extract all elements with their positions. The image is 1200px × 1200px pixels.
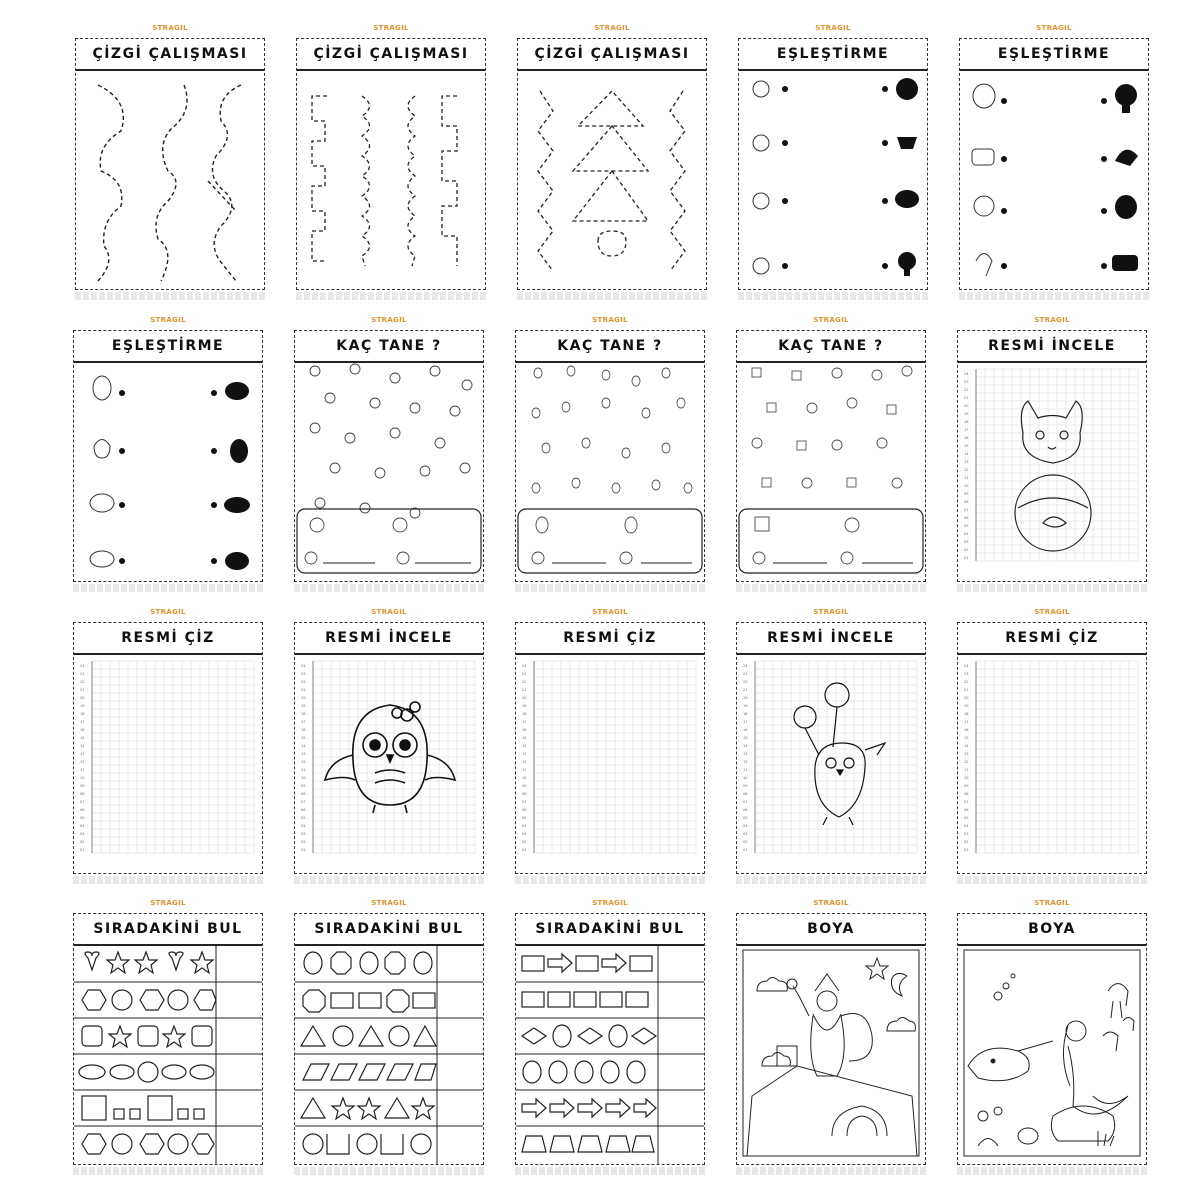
brand-logo: STRAGIL — [594, 24, 630, 32]
grid-axis-label: 12 — [301, 760, 306, 764]
coloring-picture — [958, 946, 1146, 1164]
matching-items — [739, 71, 927, 289]
grid-axis-label: 08 — [522, 792, 527, 796]
worksheet-title: KAÇ TANE ? — [295, 331, 483, 363]
tracing-lines — [76, 71, 264, 289]
grid-axis-label: 06 — [80, 808, 85, 812]
grid-axis-label: 17 — [522, 720, 527, 724]
grid-axis-label: 01 — [964, 556, 969, 560]
worksheet-frame — [517, 38, 707, 290]
grid-axis-label: 24 — [743, 664, 748, 668]
brand-logo: STRAGIL — [371, 899, 407, 907]
worksheet-19 — [736, 899, 926, 1175]
worksheet-title: EŞLEŞTİRME — [960, 39, 1148, 71]
grid-axis-label: 19 — [80, 704, 85, 708]
grid-axis-label: 05 — [964, 524, 969, 528]
grid-axis-label: 12 — [964, 468, 969, 472]
worksheet-11 — [73, 608, 263, 884]
brand-logo: STRAGIL — [813, 608, 849, 616]
grid-axis-label: 05 — [743, 816, 748, 820]
grid-axis-label: 03 — [522, 832, 527, 836]
worksheet-title: RESMİ ÇİZ — [958, 623, 1146, 655]
worksheet-15 — [957, 608, 1147, 884]
worksheet-4 — [738, 24, 928, 300]
grid-axis-label: 24 — [964, 664, 969, 668]
grid-axis-label: 16 — [964, 436, 969, 440]
footer-text — [75, 292, 265, 300]
grid-axis-label: 05 — [80, 816, 85, 820]
grid-axis-label: 06 — [522, 808, 527, 812]
grid-axis-label: 22 — [964, 680, 969, 684]
grid-axis-label: 13 — [964, 460, 969, 464]
grid-axis-label: 06 — [301, 808, 306, 812]
brand-logo: STRAGIL — [1034, 316, 1070, 324]
worksheet-title: ÇİZGİ ÇALIŞMASI — [297, 39, 485, 71]
grid-axis-label: 10 — [964, 776, 969, 780]
grid-axis-label: 10 — [301, 776, 306, 780]
grid-axis-label: 02 — [964, 548, 969, 552]
worksheet-frame — [515, 330, 705, 582]
worksheet-frame — [515, 913, 705, 1165]
worksheet-12 — [294, 608, 484, 884]
grid-axis-label: 17 — [80, 720, 85, 724]
worksheet-7 — [294, 316, 484, 592]
worksheet-frame — [73, 622, 263, 874]
grid-axis-label: 01 — [522, 848, 527, 852]
brand-logo: STRAGIL — [592, 316, 628, 324]
grid-axis-label: 22 — [301, 680, 306, 684]
grid-axis-label: 18 — [522, 712, 527, 716]
grid-axis-label: 24 — [80, 664, 85, 668]
grid-axis-label: 02 — [301, 840, 306, 844]
grid-axis-label: 07 — [522, 800, 527, 804]
grid-axis-label: 08 — [743, 792, 748, 796]
footer-text — [73, 1167, 263, 1175]
worksheet-title: RESMİ ÇİZ — [516, 623, 704, 655]
worksheet-title: RESMİ İNCELE — [295, 623, 483, 655]
footer-text — [517, 292, 707, 300]
grid-axis-label: 01 — [80, 848, 85, 852]
grid-axis-label: 19 — [301, 704, 306, 708]
brand-logo: STRAGIL — [150, 899, 186, 907]
grid-axis-label: 16 — [301, 728, 306, 732]
grid-axis-label: 14 — [964, 452, 969, 456]
grid-axis-label: 01 — [301, 848, 306, 852]
grid-axis-label: 01 — [964, 848, 969, 852]
coloring-picture — [737, 946, 925, 1164]
worksheet-3 — [517, 24, 707, 300]
grid-axis-label: 24 — [964, 372, 969, 376]
grid-axis-label: 01 — [743, 848, 748, 852]
worksheet-17 — [294, 899, 484, 1175]
grid-axis-label: 18 — [301, 712, 306, 716]
grid-axis-label: 04 — [964, 824, 969, 828]
grid-axis-label: 20 — [964, 696, 969, 700]
worksheet-6 — [73, 316, 263, 592]
grid-axis-label: 19 — [522, 704, 527, 708]
drawing-grid — [958, 363, 1146, 581]
grid-axis-label: 15 — [964, 444, 969, 448]
grid-axis-label: 21 — [743, 688, 748, 692]
grid-axis-label: 03 — [301, 832, 306, 836]
grid-axis-label: 11 — [964, 476, 969, 480]
grid-axis-label: 09 — [301, 784, 306, 788]
matching-items — [74, 363, 262, 581]
brand-logo: STRAGIL — [152, 24, 188, 32]
grid-axis-label: 11 — [80, 768, 85, 772]
brand-logo: STRAGIL — [150, 608, 186, 616]
grid-axis-label: 14 — [301, 744, 306, 748]
grid-axis-label: 17 — [301, 720, 306, 724]
grid-axis-label: 07 — [301, 800, 306, 804]
grid-axis-label: 04 — [743, 824, 748, 828]
grid-axis-label: 03 — [964, 832, 969, 836]
grid-axis-label: 05 — [522, 816, 527, 820]
worksheet-frame — [294, 330, 484, 582]
sequence-table — [516, 946, 704, 1164]
grid-axis-label: 22 — [964, 388, 969, 392]
grid-axis-label: 11 — [964, 768, 969, 772]
worksheet-frame — [736, 330, 926, 582]
drawing-grid — [958, 655, 1146, 873]
footer-text — [294, 876, 484, 884]
footer-text — [736, 1167, 926, 1175]
matching-items — [960, 71, 1148, 289]
grid-axis-label: 17 — [964, 428, 969, 432]
grid-axis-label: 07 — [743, 800, 748, 804]
footer-text — [736, 876, 926, 884]
grid-axis-label: 21 — [964, 688, 969, 692]
grid-axis-label: 15 — [964, 736, 969, 740]
counting-items — [737, 363, 925, 581]
footer-text — [515, 876, 705, 884]
grid-axis-label: 18 — [964, 712, 969, 716]
footer-text — [738, 292, 928, 300]
footer-text — [957, 584, 1147, 592]
tracing-lines — [518, 71, 706, 289]
drawing-grid — [295, 655, 483, 873]
grid-axis-label: 13 — [80, 752, 85, 756]
footer-text — [957, 876, 1147, 884]
worksheet-20 — [957, 899, 1147, 1175]
grid-axis-label: 08 — [301, 792, 306, 796]
grid-axis-label: 14 — [964, 744, 969, 748]
counting-items — [516, 363, 704, 581]
brand-logo: STRAGIL — [815, 24, 851, 32]
grid-axis-label: 23 — [301, 672, 306, 676]
drawing-grid — [737, 655, 925, 873]
grid-axis-label: 21 — [522, 688, 527, 692]
grid-axis-label: 13 — [522, 752, 527, 756]
grid-axis-label: 03 — [743, 832, 748, 836]
footer-text — [515, 584, 705, 592]
grid-axis-label: 11 — [301, 768, 306, 772]
worksheet-8 — [515, 316, 705, 592]
worksheet-frame — [294, 622, 484, 874]
grid-axis-label: 12 — [964, 760, 969, 764]
grid-axis-label: 10 — [80, 776, 85, 780]
brand-logo: STRAGIL — [592, 899, 628, 907]
grid-axis-label: 09 — [964, 784, 969, 788]
grid-axis-label: 06 — [964, 516, 969, 520]
grid-axis-label: 04 — [964, 532, 969, 536]
grid-axis-label: 22 — [522, 680, 527, 684]
grid-axis-label: 21 — [80, 688, 85, 692]
brand-logo: STRAGIL — [813, 316, 849, 324]
drawing-grid — [516, 655, 704, 873]
brand-logo: STRAGIL — [1034, 899, 1070, 907]
grid-axis-label: 02 — [964, 840, 969, 844]
worksheet-frame — [73, 330, 263, 582]
grid-axis-label: 15 — [522, 736, 527, 740]
grid-axis-label: 23 — [743, 672, 748, 676]
grid-axis-label: 08 — [964, 792, 969, 796]
sequence-table — [295, 946, 483, 1164]
grid-axis-label: 06 — [743, 808, 748, 812]
grid-axis-label: 20 — [522, 696, 527, 700]
grid-axis-label: 15 — [80, 736, 85, 740]
worksheet-frame — [957, 913, 1147, 1165]
footer-text — [73, 876, 263, 884]
drawing-grid — [74, 655, 262, 873]
grid-axis-label: 19 — [964, 412, 969, 416]
worksheet-title: KAÇ TANE ? — [516, 331, 704, 363]
grid-axis-label: 20 — [964, 404, 969, 408]
grid-axis-label: 20 — [301, 696, 306, 700]
grid-axis-label: 18 — [80, 712, 85, 716]
worksheet-title: BOYA — [737, 914, 925, 946]
worksheet-frame — [738, 38, 928, 290]
grid-axis-label: 20 — [743, 696, 748, 700]
worksheet-title: ÇİZGİ ÇALIŞMASI — [518, 39, 706, 71]
worksheet-title: SIRADAKİNİ BUL — [74, 914, 262, 946]
worksheet-frame — [515, 622, 705, 874]
grid-axis-label: 06 — [964, 808, 969, 812]
brand-logo: STRAGIL — [592, 608, 628, 616]
grid-axis-label: 04 — [522, 824, 527, 828]
counting-items — [295, 363, 483, 581]
grid-axis-label: 02 — [522, 840, 527, 844]
grid-axis-label: 17 — [743, 720, 748, 724]
grid-axis-label: 23 — [522, 672, 527, 676]
worksheet-title: RESMİ İNCELE — [737, 623, 925, 655]
grid-axis-label: 09 — [80, 784, 85, 788]
footer-text — [959, 292, 1149, 300]
grid-axis-label: 07 — [80, 800, 85, 804]
grid-axis-label: 08 — [80, 792, 85, 796]
worksheet-frame — [294, 913, 484, 1165]
grid-axis-label: 14 — [743, 744, 748, 748]
worksheet-13 — [515, 608, 705, 884]
grid-axis-label: 22 — [743, 680, 748, 684]
worksheet-title: EŞLEŞTİRME — [74, 331, 262, 363]
grid-axis-label: 13 — [743, 752, 748, 756]
grid-axis-label: 10 — [522, 776, 527, 780]
grid-axis-label: 03 — [964, 540, 969, 544]
grid-axis-label: 05 — [964, 816, 969, 820]
worksheet-title: RESMİ ÇİZ — [74, 623, 262, 655]
worksheet-title: KAÇ TANE ? — [737, 331, 925, 363]
worksheet-5 — [959, 24, 1149, 300]
grid-axis-label: 23 — [80, 672, 85, 676]
brand-logo: STRAGIL — [150, 316, 186, 324]
grid-axis-label: 22 — [80, 680, 85, 684]
worksheet-title: EŞLEŞTİRME — [739, 39, 927, 71]
grid-axis-label: 16 — [964, 728, 969, 732]
worksheet-frame — [959, 38, 1149, 290]
grid-axis-label: 19 — [743, 704, 748, 708]
grid-axis-label: 04 — [301, 824, 306, 828]
grid-axis-label: 20 — [80, 696, 85, 700]
grid-axis-label: 17 — [964, 720, 969, 724]
worksheet-frame — [957, 622, 1147, 874]
grid-axis-label: 03 — [80, 832, 85, 836]
footer-text — [294, 1167, 484, 1175]
grid-axis-label: 14 — [80, 744, 85, 748]
worksheet-title: RESMİ İNCELE — [958, 331, 1146, 363]
brand-logo: STRAGIL — [373, 24, 409, 32]
grid-axis-label: 24 — [522, 664, 527, 668]
grid-axis-label: 16 — [80, 728, 85, 732]
grid-axis-label: 07 — [964, 800, 969, 804]
grid-axis-label: 12 — [80, 760, 85, 764]
grid-axis-label: 08 — [964, 500, 969, 504]
worksheet-frame — [736, 622, 926, 874]
grid-axis-label: 19 — [964, 704, 969, 708]
grid-axis-label: 15 — [743, 736, 748, 740]
grid-axis-label: 11 — [522, 768, 527, 772]
grid-axis-label: 23 — [964, 672, 969, 676]
worksheet-2 — [296, 24, 486, 300]
grid-axis-label: 18 — [743, 712, 748, 716]
grid-axis-label: 02 — [743, 840, 748, 844]
grid-axis-label: 09 — [964, 492, 969, 496]
worksheet-title: BOYA — [958, 914, 1146, 946]
grid-axis-label: 09 — [743, 784, 748, 788]
sequence-table — [74, 946, 262, 1164]
grid-axis-label: 23 — [964, 380, 969, 384]
grid-axis-label: 10 — [964, 484, 969, 488]
footer-text — [294, 584, 484, 592]
grid-axis-label: 10 — [743, 776, 748, 780]
grid-axis-label: 16 — [743, 728, 748, 732]
grid-axis-label: 21 — [964, 396, 969, 400]
grid-axis-label: 14 — [522, 744, 527, 748]
footer-text — [736, 584, 926, 592]
worksheet-9 — [736, 316, 926, 592]
worksheet-title: SIRADAKİNİ BUL — [295, 914, 483, 946]
worksheet-16 — [73, 899, 263, 1175]
grid-axis-label: 04 — [80, 824, 85, 828]
worksheet-1 — [75, 24, 265, 300]
footer-text — [296, 292, 486, 300]
brand-logo: STRAGIL — [813, 899, 849, 907]
grid-axis-label: 11 — [743, 768, 748, 772]
worksheet-frame — [75, 38, 265, 290]
footer-text — [73, 584, 263, 592]
worksheet-frame — [736, 913, 926, 1165]
worksheet-title: ÇİZGİ ÇALIŞMASI — [76, 39, 264, 71]
worksheet-frame — [957, 330, 1147, 582]
grid-axis-label: 21 — [301, 688, 306, 692]
worksheet-14 — [736, 608, 926, 884]
footer-text — [515, 1167, 705, 1175]
worksheet-frame — [296, 38, 486, 290]
footer-text — [957, 1167, 1147, 1175]
grid-axis-label: 24 — [301, 664, 306, 668]
worksheet-10 — [957, 316, 1147, 592]
grid-axis-label: 05 — [301, 816, 306, 820]
grid-axis-label: 09 — [522, 784, 527, 788]
grid-axis-label: 12 — [522, 760, 527, 764]
worksheet-frame — [73, 913, 263, 1165]
grid-axis-label: 16 — [522, 728, 527, 732]
brand-logo: STRAGIL — [371, 316, 407, 324]
grid-axis-label: 18 — [964, 420, 969, 424]
tracing-lines — [297, 71, 485, 289]
brand-logo: STRAGIL — [371, 608, 407, 616]
grid-axis-label: 13 — [964, 752, 969, 756]
brand-logo: STRAGIL — [1036, 24, 1072, 32]
grid-axis-label: 02 — [80, 840, 85, 844]
brand-logo: STRAGIL — [1034, 608, 1070, 616]
worksheet-title: SIRADAKİNİ BUL — [516, 914, 704, 946]
worksheet-18 — [515, 899, 705, 1175]
grid-axis-label: 07 — [964, 508, 969, 512]
grid-axis-label: 13 — [301, 752, 306, 756]
grid-axis-label: 12 — [743, 760, 748, 764]
grid-axis-label: 15 — [301, 736, 306, 740]
